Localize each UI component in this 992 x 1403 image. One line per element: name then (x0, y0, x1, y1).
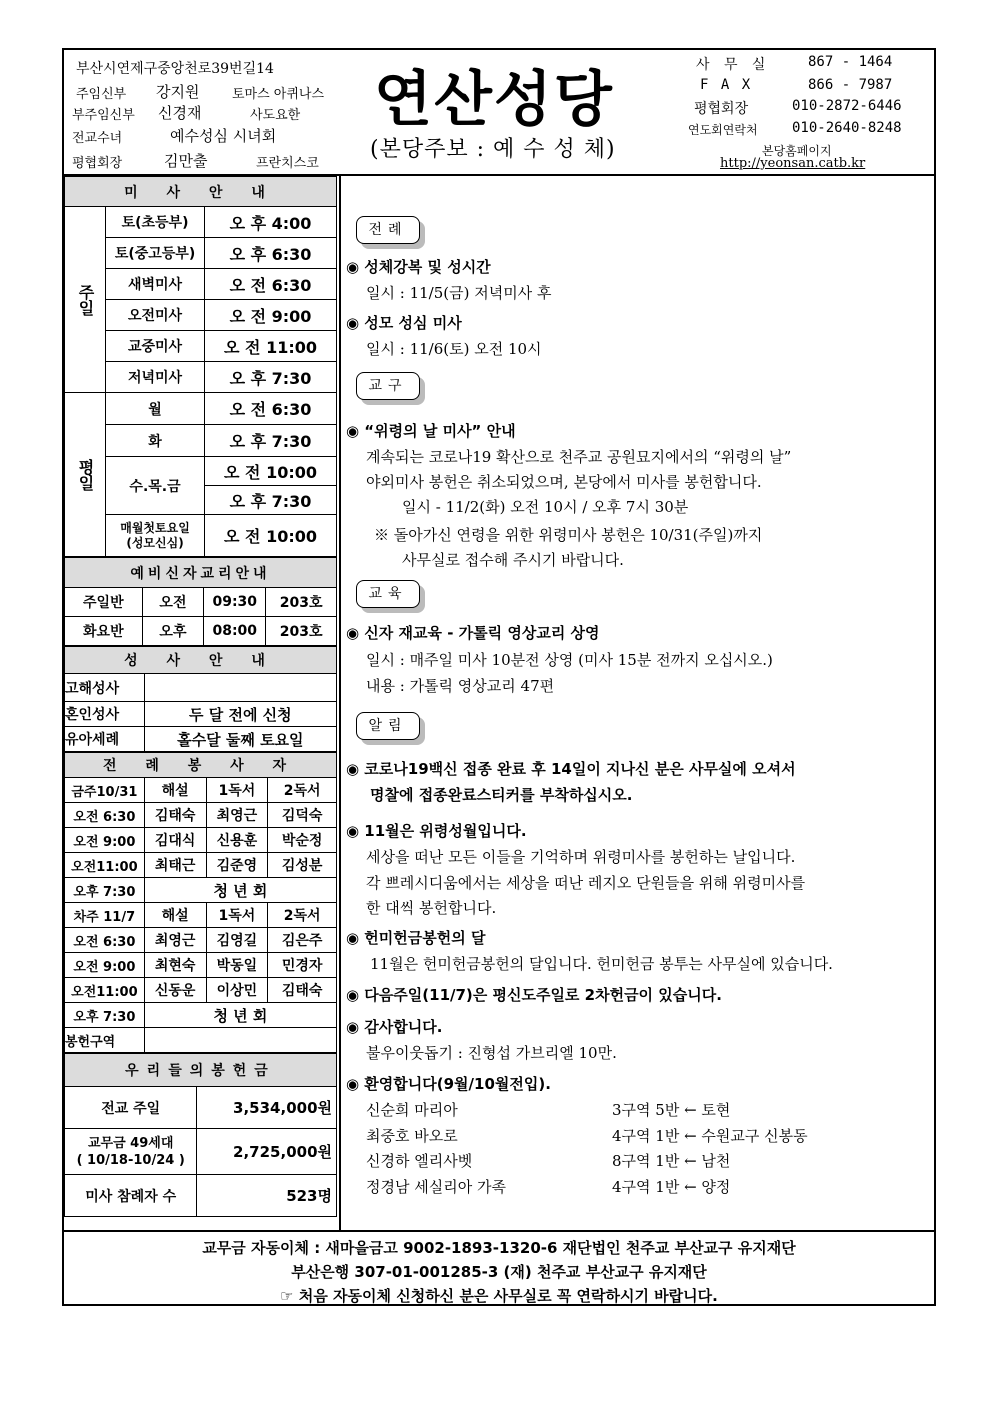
footer-line: ☞ 처음 자동이체 신청하신 분은 사무실로 꼭 연락하시기 바랍니다. (280, 1287, 718, 1305)
mass-name: 오전미사 (106, 300, 205, 331)
week-label: 금주10/31 (65, 778, 145, 803)
server-name: 민경자 (268, 953, 337, 978)
server-group: 청 년 회 (144, 1003, 336, 1028)
council-label: 평협회장 (72, 156, 123, 171)
offering-value: 2,725,000원 (197, 1129, 337, 1175)
notice-text: 세상을 떠난 모든 이들을 기억하며 위령미사를 봉헌하는 날입니다. (366, 848, 796, 866)
role-header: 해설 (144, 903, 206, 928)
mass-name (106, 515, 205, 557)
sister-label: 전교수녀 (72, 131, 123, 146)
mass-name: 수.목.금 (106, 457, 205, 515)
assist-name: 신경재 (158, 104, 202, 122)
liturgy-table (64, 752, 337, 1053)
tag-notice: 알림 (356, 712, 420, 740)
mass-time: 오 후 4:00 (205, 207, 337, 238)
mass-name: 새벽미사 (106, 269, 205, 300)
notice-text: 사무실로 접수해 주시기 바랍니다. (402, 551, 624, 569)
mass-time: 오 전 10:00 (205, 515, 337, 557)
sacrament-name: 유아세례 (65, 727, 145, 752)
service-time: 오전11:00 (65, 978, 145, 1003)
class-name: 주일반 (65, 588, 143, 617)
footer-line: 부산은행 307-01-001285-3 (재) 천주교 부산교구 유지재단 (291, 1263, 707, 1281)
welcome-where: 4구역 1반 ← 양정 (612, 1178, 731, 1196)
sister-name: 예수성심 시녀회 (170, 127, 277, 145)
offering-value: 523명 (197, 1175, 337, 1217)
notice-text: 일시 : 매주일 미사 10분전 상영 (미사 15분 전까지 오십시오.) (366, 651, 773, 669)
notice-text: 한 대씩 봉헌합니다. (366, 899, 497, 917)
server-name: 이상민 (206, 978, 268, 1003)
service-time: 오후 7:30 (65, 1003, 145, 1028)
offering-label-line1: 교무금 49세대 (87, 1135, 174, 1151)
mass-name: 토(초등부) (106, 207, 205, 238)
notice-text: 일시 - 11/2(화) 오전 10시 / 오후 7시 30분 (402, 498, 689, 516)
notice-text: 내용 : 가톨릭 영상교리 47편 (366, 677, 555, 695)
server-name: 김성분 (268, 853, 337, 878)
pastor-baptism: 토마스 아퀴나스 (232, 87, 325, 102)
left-column (64, 176, 339, 1217)
server-name: 최영근 (206, 803, 268, 828)
mass-name: 화 (106, 425, 205, 457)
footer (64, 1230, 934, 1308)
class-name: 화요반 (65, 617, 143, 646)
notice-text: 일시 : 11/6(토) 오전 10시 (366, 340, 542, 358)
server-name: 최태근 (144, 853, 206, 878)
mass-name: 토(중고등부) (106, 238, 205, 269)
mass-time: 오 전 10:00 (205, 457, 337, 486)
welcome-where: 8구역 1반 ← 남천 (612, 1152, 731, 1170)
server-name: 신동운 (144, 978, 206, 1003)
welcome-where: 3구역 5반 ← 토현 (612, 1101, 731, 1119)
assist-label: 부주임신부 (72, 108, 135, 123)
notice-text: 계속되는 코로나19 확산으로 천주교 공원묘지에서의 “위령의 날” (366, 448, 792, 466)
pastor-name: 강지원 (156, 83, 200, 101)
notice-title: ◉ 환영합니다(9월/10월전입). (346, 1075, 551, 1093)
notice-title: ◉ “위령의 날 미사” 안내 (346, 422, 516, 440)
server-name: 김영길 (206, 928, 268, 953)
mass-table (64, 176, 337, 557)
server-name: 최현숙 (144, 953, 206, 978)
tag-education: 교육 (356, 580, 420, 608)
notice-title: ◉ 코로나19백신 접종 완료 후 14일이 지나신 분은 사무실에 오셔서 (346, 760, 796, 778)
fax-phone: 866 - 7987 (808, 77, 893, 93)
council-phone-label: 평협회장 (694, 101, 749, 117)
mass-time: 오 전 6:30 (205, 269, 337, 300)
mass-name-line2: (성모신심) (126, 535, 184, 550)
offering-label: 전교 주일 (65, 1087, 197, 1129)
notice-title: ◉ 헌미헌금봉헌의 달 (346, 929, 486, 947)
page-title: 연산성당 (374, 65, 614, 135)
server-name: 김준영 (206, 853, 268, 878)
server-name: 김태숙 (144, 803, 206, 828)
offering-label-line2: ( 10/18-10/24 ) (76, 1152, 185, 1168)
server-name: 김태숙 (268, 978, 337, 1003)
sacrament-value (144, 674, 336, 702)
class-ampm: 오후 (142, 617, 204, 646)
service-time: 오전 9:00 (65, 953, 145, 978)
contact-label: 연도회연락처 (688, 123, 758, 137)
offering-label: 미사 참례자 수 (65, 1175, 197, 1217)
server-name: 김덕숙 (268, 803, 337, 828)
bulletin-frame (62, 48, 936, 1306)
footer-line: 교무금 자동이체 : 새마을금고 9002-1893-1320-6 재단법인 천주교 부산교구 유지재단 (202, 1239, 796, 1257)
server-name: 박순정 (268, 828, 337, 853)
notice-title: ◉ 감사합니다. (346, 1018, 443, 1036)
notice-title: ◉ 11월은 위령성월입니다. (346, 822, 527, 840)
mass-title: 미 사 안 내 (65, 177, 337, 207)
address: 부산시연제구중앙천로39번길14 (76, 61, 274, 77)
welcome-name: 신경하 엘리사벳 (366, 1152, 473, 1170)
mass-name-line1: 매월첫토요일 (120, 520, 190, 535)
notice-text: 각 쁘레시디움에서는 세상을 떠난 레지오 단원들을 위해 위령미사를 (366, 874, 806, 892)
class-time: 09:30 (204, 588, 266, 617)
service-time: 오후 7:30 (65, 878, 145, 903)
welcome-name: 정경남 세실리아 가족 (366, 1178, 506, 1196)
pastor-label: 주임신부 (76, 87, 127, 102)
class-ampm: 오전 (142, 588, 204, 617)
mass-time: 오 후 7:30 (205, 425, 337, 457)
service-time: 오전 6:30 (65, 928, 145, 953)
notice-text: ※ 돌아가신 연령을 위한 위령미사 봉헌은 10/31(주일)까지 (374, 526, 763, 544)
notice-title: ◉ 성체강복 및 성시간 (346, 258, 491, 276)
role-header: 1독서 (206, 778, 268, 803)
column-divider (339, 176, 341, 1230)
service-time: 오전 9:00 (65, 828, 145, 853)
notice-title: ◉ 성모 성심 미사 (346, 314, 462, 332)
notice-text: 야외미사 봉헌은 취소되었으며, 본당에서 미사를 봉헌합니다. (366, 473, 762, 491)
district-label: 봉헌구역 (65, 1028, 145, 1053)
server-name: 최영근 (144, 928, 206, 953)
homepage-link[interactable]: http://yeonsan.catb.kr (720, 156, 866, 171)
mass-time: 오 전 11:00 (205, 331, 337, 362)
office-label: 사 무 실 (696, 57, 769, 73)
mass-time: 오 후 6:30 (205, 238, 337, 269)
council-phone: 010-2872-6446 (792, 98, 902, 114)
sacraments-table (64, 646, 337, 752)
offering-value: 3,534,000원 (197, 1087, 337, 1129)
offering-title: 우리들의봉헌금 (65, 1054, 337, 1087)
assist-baptism: 사도요한 (250, 108, 301, 123)
header (64, 50, 934, 176)
week-label: 차주 11/7 (65, 903, 145, 928)
office-phone: 867 - 1464 (808, 54, 893, 70)
offering-label (65, 1129, 197, 1175)
service-time: 오전 6:30 (65, 803, 145, 828)
sacrament-name: 혼인성사 (65, 702, 145, 727)
tag-liturgy: 전례 (356, 216, 420, 244)
server-name: 신용훈 (206, 828, 268, 853)
page-subtitle: (본당주보 : 예 수 성 체) (370, 137, 616, 162)
council-baptism: 프란치스코 (256, 156, 319, 171)
notice-text: 명찰에 접종완료스티커를 부착하십시오. (370, 786, 633, 804)
server-name: 박동일 (206, 953, 268, 978)
sacraments-title: 성 사 안 내 (65, 647, 337, 674)
class-time: 08:00 (204, 617, 266, 646)
server-name: 김은주 (268, 928, 337, 953)
sunday-label: 주일 (65, 207, 106, 393)
sacrament-value: 홀수달 둘째 토요일 (144, 727, 336, 752)
class-room: 203호 (266, 617, 337, 646)
contact-phone: 010-2640-8248 (792, 120, 902, 136)
server-group: 청 년 회 (144, 878, 336, 903)
mass-name: 저녁미사 (106, 362, 205, 393)
server-name: 김대식 (144, 828, 206, 853)
role-header: 1독서 (206, 903, 268, 928)
role-header: 해설 (144, 778, 206, 803)
mass-name: 교중미사 (106, 331, 205, 362)
mass-time: 오 후 7:30 (205, 362, 337, 393)
mass-time: 오 전 9:00 (205, 300, 337, 331)
weekday-label: 평일 (65, 393, 106, 557)
class-room: 203호 (266, 588, 337, 617)
notice-title: ◉ 신자 재교육 - 가톨릭 영상교리 상영 (346, 624, 600, 642)
catechism-title: 예비신자교리안내 (65, 558, 337, 588)
notice-text: 11월은 헌미헌금봉헌의 달입니다. 헌미헌금 봉투는 사무실에 있습니다. (370, 955, 833, 973)
mass-time: 오 후 7:30 (205, 486, 337, 515)
service-time: 오전11:00 (65, 853, 145, 878)
mass-name: 월 (106, 393, 205, 425)
role-header: 2독서 (268, 903, 337, 928)
fax-label: F A X (700, 77, 753, 93)
liturgy-title: 전 례 봉 사 자 (65, 753, 337, 778)
offering-table (64, 1053, 337, 1217)
role-header: 2독서 (268, 778, 337, 803)
homepage-label: 본당홈페이지 (762, 144, 832, 158)
sacrament-name: 고해성사 (65, 674, 145, 702)
welcome-name: 최중호 바오로 (366, 1127, 458, 1145)
council-name: 김만출 (164, 152, 208, 170)
notice-text: 불우이웃돕기 : 진형섭 가브리엘 10만. (366, 1044, 617, 1062)
tag-diocese: 교구 (356, 372, 420, 400)
catechism-table (64, 557, 337, 646)
welcome-name: 신순희 마리아 (366, 1101, 458, 1119)
notice-text: 일시 : 11/5(금) 저녁미사 후 (366, 284, 552, 302)
mass-time: 오 전 6:30 (205, 393, 337, 425)
sacrament-value: 두 달 전에 신청 (144, 702, 336, 727)
welcome-where: 4구역 1반 ← 수원교구 신봉동 (612, 1127, 808, 1145)
district-value (144, 1028, 336, 1053)
notice-title: ◉ 다음주일(11/7)은 평신도주일로 2차헌금이 있습니다. (346, 986, 722, 1004)
